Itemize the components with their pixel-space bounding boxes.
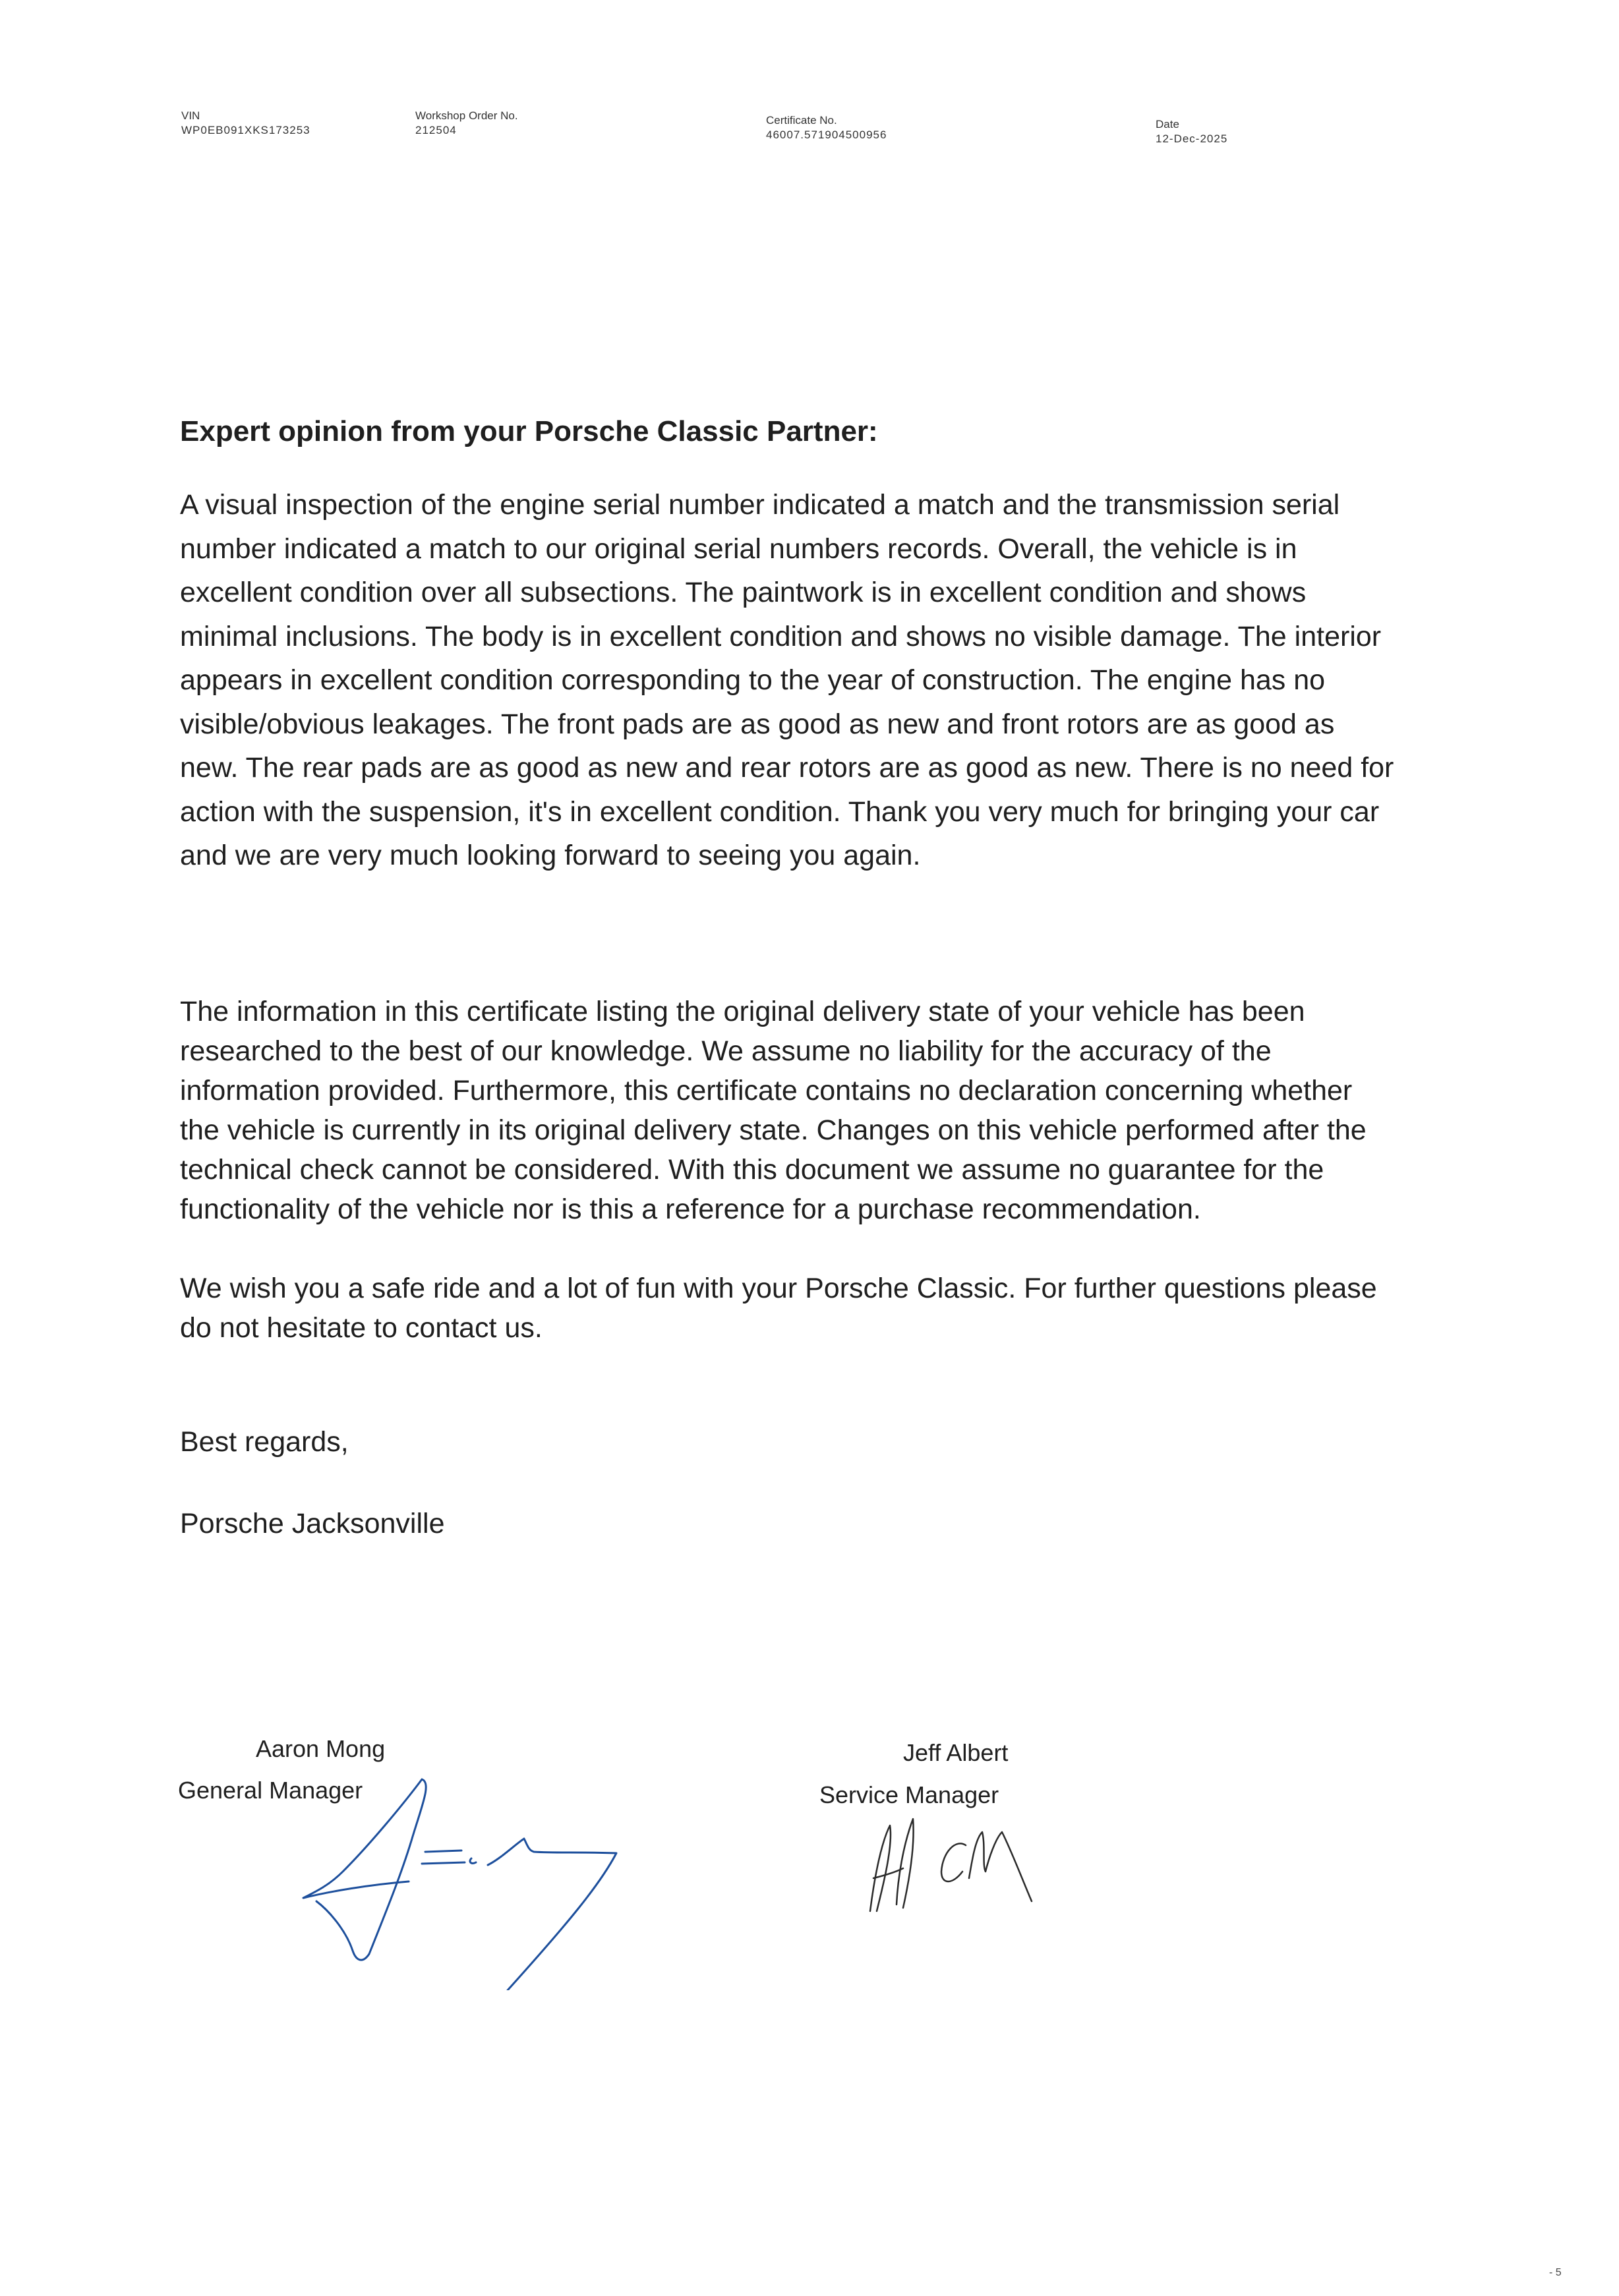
workshop-order-field — [415, 109, 518, 138]
vin-label: VIN — [181, 109, 200, 122]
date-label: Date — [1156, 118, 1179, 130]
closing-text: We wish you a safe ride and a lot of fun with your Porsche Classic. For further questions please do not hesitate to contact us. — [180, 1273, 1377, 1344]
service-manager-title: Service Manager — [819, 1781, 999, 1808]
page-mark: - 5 — [1549, 2267, 1562, 2278]
vin-value: WP0EB091XKS173253 — [181, 124, 310, 136]
disclaimer-section — [180, 992, 1446, 1229]
certificate-number-field — [766, 113, 887, 142]
date-value: 12-Dec-2025 — [1156, 132, 1228, 145]
expert-opinion-text: A visual inspection of the engine serial number indicated a match and the transmission serial number indicated a match to our original serial numbers records. Overall, the vehicle is in excellent condition over all subsections. The paintwork is in excellent condition and shows minimal inclusions. The body is in excellent condition and shows no visible damage. The interior appears in excellent condition corresponding to the year of construction. The engine has no visible/obvious leakages. The front pads are as good as new and front rotors are as good as new. The rear pads are as good as new and rear rotors are as good as new. There is no need for action with the suspension, it's in excellent condition. Thank you very much for bringing your car and we are very much looking forward to seeing you again. — [180, 489, 1394, 871]
service-manager-name: Jeff Albert — [903, 1739, 1009, 1766]
expert-opinion-heading: Expert opinion from your Porsche Classic Partner: — [180, 415, 878, 447]
expert-opinion-section — [180, 483, 1446, 878]
workshop-order-value: 212504 — [415, 124, 457, 136]
closing-section — [180, 1269, 1446, 1348]
general-manager-signature — [290, 1766, 633, 1990]
disclaimer-text: The information in this certificate listing the original delivery state of your vehicle has been researched to the best of our knowledge. We assume no liability for the accuracy of the information provided. Furthermore, this certificate contains no declaration concerning whether the vehicle is currently in its original delivery state. Changes on this vehicle performed after the technical check cannot be considered. With this document we assume no guarantee for the functionality of the vehicle nor is this a reference for a purchase recommendation. — [180, 996, 1367, 1225]
dealer-name: Porsche Jacksonville — [180, 1508, 445, 1539]
workshop-order-label: Workshop Order No. — [415, 109, 518, 122]
date-field — [1156, 117, 1227, 146]
certificate-number-value: 46007.571904500956 — [766, 129, 887, 141]
general-manager-title: General Manager — [178, 1777, 363, 1804]
regards-text: Best regards, — [180, 1426, 349, 1458]
vin-field — [181, 109, 310, 138]
general-manager-name: Aaron Mong — [256, 1735, 386, 1762]
certificate-number-label: Certificate No. — [766, 114, 837, 127]
service-manager-signature — [857, 1806, 1081, 1924]
